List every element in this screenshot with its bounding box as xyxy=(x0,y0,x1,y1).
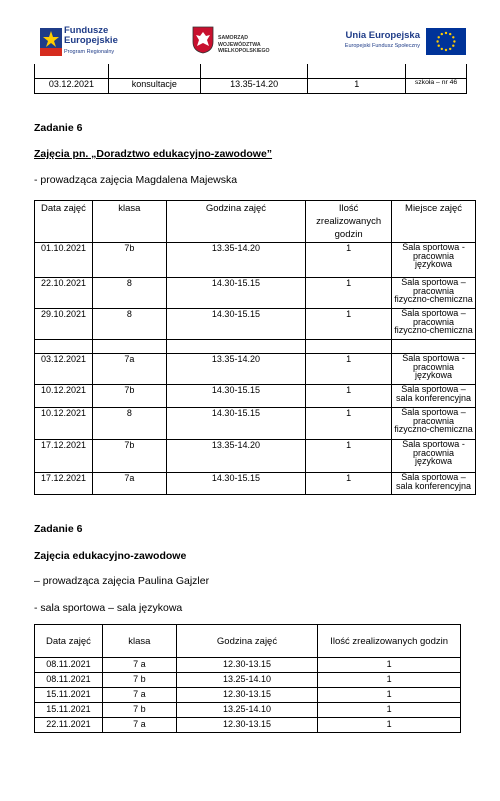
table-header-row: Data zajęć klasa Godzina zajęć Ilość zrealizowanych godzin Miejsce zajęć xyxy=(35,201,476,243)
table-row: 17.12.2021 7b 13.35-14.20 1 Sala sportowa - pracownia językowa xyxy=(35,440,476,473)
eagle-shield-icon xyxy=(192,26,214,54)
table-row: 22.11.2021 7 a 12.30-13.15 1 xyxy=(35,718,461,733)
wielkopolska-logo xyxy=(192,26,292,58)
section2-title: Zajęcia edukacyjno-zawodowe xyxy=(34,550,187,562)
section2-heading: Zadanie 6 xyxy=(34,523,83,535)
table-row: 15.11.2021 7 a 12.30-13.15 1 xyxy=(35,688,461,703)
unia-europejska-logo xyxy=(330,26,470,60)
fe-sub: Program Regionalny xyxy=(64,49,115,55)
section1-heading: Zadanie 6 xyxy=(34,122,83,134)
table-row: 08.11.2021 7 b 13.25-14.10 1 xyxy=(35,673,461,688)
table-row: 15.11.2021 7 b 13.25-14.10 1 xyxy=(35,703,461,718)
schedule-table-1 xyxy=(34,200,476,495)
table-row: 03.12.2021 konsultacje 13.35-14.20 1 szkoła – nr 46 xyxy=(35,79,467,94)
fe-star-icon xyxy=(40,28,62,56)
table-row: 17.12.2021 7a 14.30-15.15 1 Sala sportowa – sala konferencyjna xyxy=(35,473,476,495)
ue-title: Unia Europejska xyxy=(345,30,420,41)
page-header xyxy=(0,20,500,68)
eu-flag-icon xyxy=(426,28,466,55)
section2-place: - sala sportowa – sala językowa xyxy=(34,602,183,614)
table-row: 01.10.2021 7b 13.35-14.20 1 Sala sportowa - pracownia językowa xyxy=(35,243,476,278)
table-top-partial xyxy=(34,64,467,94)
wlkp-line1: SAMORZĄD WOJEWÓDZTWA xyxy=(218,35,261,48)
table-row: 29.10.2021 8 14.30-15.15 1 Sala sportowa – pracownia fizyczno-chemiczna xyxy=(35,309,476,340)
fe-line1: Fundusze xyxy=(64,25,109,36)
table-row: 03.12.2021 7a 13.35-14.20 1 Sala sportowa - pracownia językowa xyxy=(35,354,476,385)
section1-title: Zajęcia pn. „Doradztwo edukacyjno-zawodowe” xyxy=(34,148,273,160)
section2-teacher: – prowadząca zajęcia Paulina Gajzler xyxy=(34,575,210,587)
table-row: 10.12.2021 7b 14.30-15.15 1 Sala sportowa – sala konferencyjna xyxy=(35,385,476,408)
table-row xyxy=(35,340,476,354)
wlkp-line2: WIELKOPOLSKIEGO xyxy=(218,48,270,54)
table-row: 08.11.2021 7 a 12.30-13.15 1 xyxy=(35,658,461,673)
table-header-row: Data zajęć klasa Godzina zajęć Ilość zrealizowanych godzin xyxy=(35,625,461,658)
table-row: 22.10.2021 8 14.30-15.15 1 Sala sportowa – pracownia fizyczno-chemiczna xyxy=(35,278,476,309)
ue-sub: Europejski Fundusz Społeczny xyxy=(344,43,420,49)
section1-teacher: - prowadząca zajęcia Magdalena Majewska xyxy=(34,174,238,186)
fe-line2: Europejskie xyxy=(64,35,118,46)
schedule-table-2 xyxy=(34,624,461,733)
fundusze-europejskie-logo xyxy=(40,26,130,62)
table-row: 10.12.2021 8 14.30-15.15 1 Sala sportowa – pracownia fizyczno-chemiczna xyxy=(35,408,476,440)
